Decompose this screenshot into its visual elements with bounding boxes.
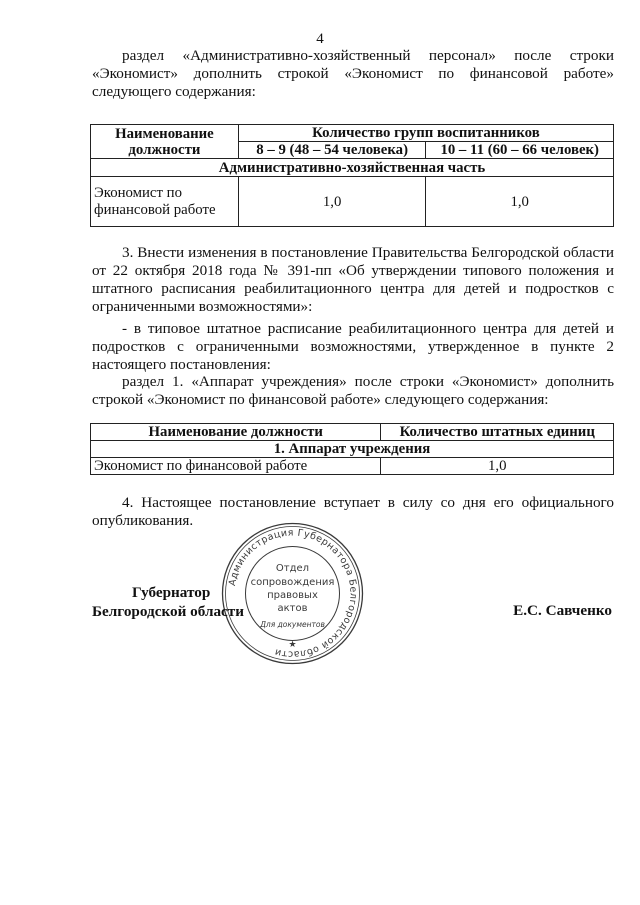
header-groups-8-9: 8 – 9 (48 – 54 человека)	[238, 142, 426, 159]
paragraph-section-amendment: раздел «Административно-хозяйственный персонал» после строки «Экономист» дополнить строкой «Экономист по финансовой работе» следующего содержания:	[92, 47, 614, 100]
svg-text:Администрация Губернатора Белг: Администрация Губернатора Белгородской области	[226, 527, 359, 660]
signature-role-line-2: Белгородской области	[92, 603, 245, 620]
stamp-star-icon: ★	[288, 640, 297, 650]
stamp-line-4: актов	[277, 603, 308, 614]
signature-role	[92, 583, 292, 621]
row-position: Экономист по финансовой работе	[91, 177, 239, 227]
staff-table-units	[90, 423, 614, 475]
paragraph-staff-schedule: - в типовое штатное расписание реабилитационного центра для детей и подростков с ограниченными возможностями, утвержденное в пункте 2 настоящего постановления:	[92, 320, 614, 373]
stamp-line-5: Для документов	[260, 620, 325, 629]
header-units: Количество штатных единиц	[381, 424, 614, 441]
row-position: Экономист по финансовой работе	[91, 458, 381, 475]
row-value: 1,0	[381, 458, 614, 475]
stamp-line-1: Отдел	[275, 563, 310, 574]
stamp-line-2: сопровождения	[250, 577, 335, 588]
section-row: Административно-хозяйственная часть	[91, 159, 614, 177]
header-groups: Количество групп воспитанников	[238, 125, 613, 142]
row-value-2: 1,0	[426, 177, 614, 227]
paragraph-section-1: раздел 1. «Аппарат учреждения» после строки «Экономист» дополнить строкой «Экономист по финансовой работе» следующего содержания:	[92, 373, 614, 408]
section-row: 1. Аппарат учреждения	[91, 441, 614, 458]
stamp-line-3: правовых	[267, 590, 318, 601]
paragraph-item-4: 4. Настоящее постановление вступает в силу со дня его официального опубликования.	[92, 494, 614, 529]
signature-role-line-1: Губернатор	[132, 584, 211, 601]
header-position: Наименование должности	[91, 125, 239, 159]
page-number: 4	[316, 31, 324, 47]
header-groups-10-11: 10 – 11 (60 – 66 человек)	[426, 142, 614, 159]
staff-table-groups	[90, 124, 614, 227]
header-position: Наименование должности	[91, 424, 381, 441]
row-value-1: 1,0	[238, 177, 426, 227]
signature-name: Е.С. Савченко	[513, 602, 612, 619]
paragraph-item-3: 3. Внести изменения в постановление Правительства Белгородской области от 22 октября 2018 года № 391-пп «Об утверждении типового положения и штатного расписания реабилитационного центра для детей и подростков с ограниченными возможностями»:	[92, 244, 614, 315]
